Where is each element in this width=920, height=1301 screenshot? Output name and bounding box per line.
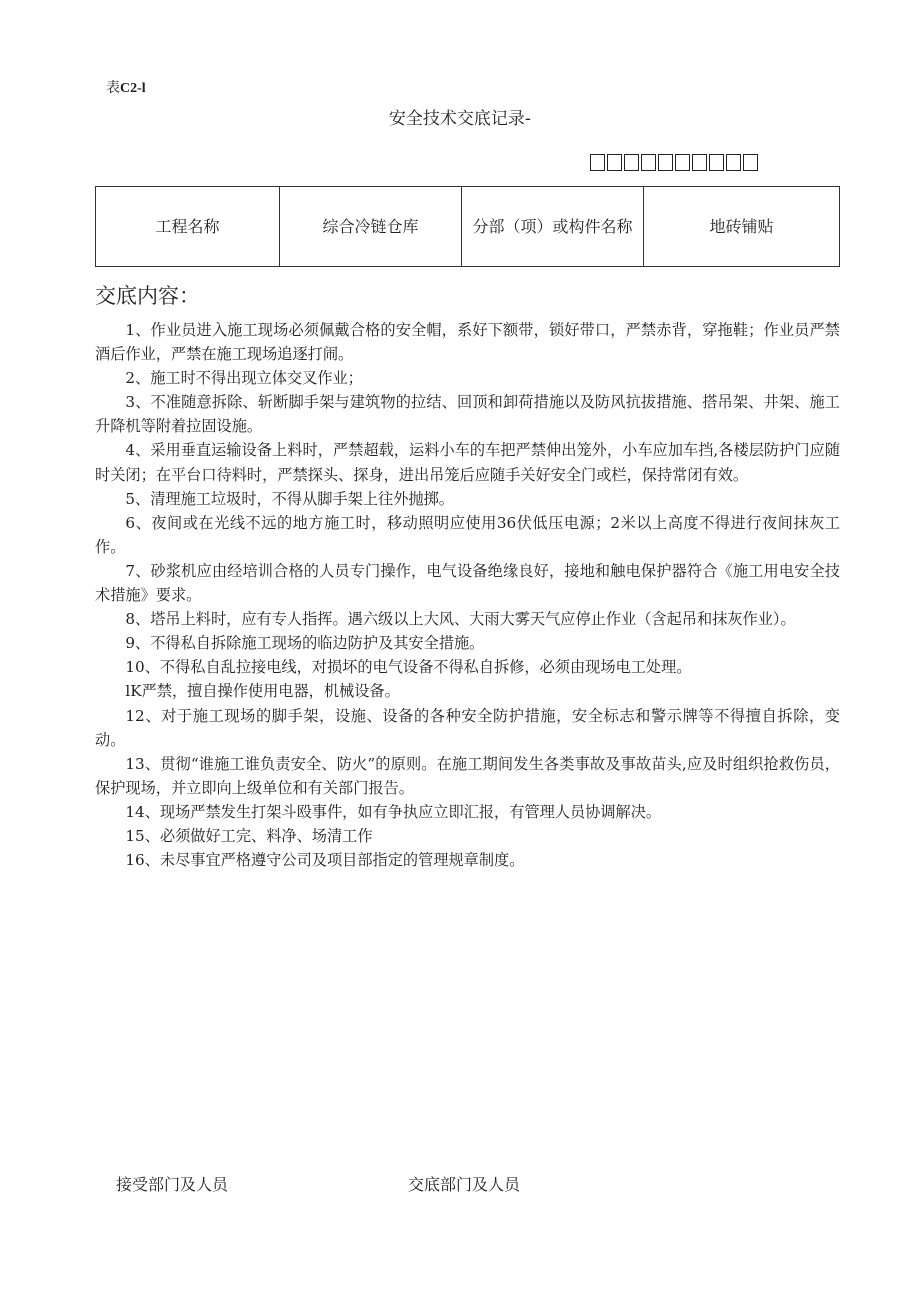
list-item: 10、不得私自乱拉接电线，对损坏的电气设备不得私自拆修，必须由现场电工处理。 xyxy=(125,658,692,677)
record-number-box xyxy=(692,154,707,171)
list-item: 3、不准随意拆除、斩断脚手架与建筑物的拉结、回顶和卸荷措施以及防风抗拔措施、搭吊架、井架、施工升降机等附着拉固设施。 xyxy=(95,393,840,436)
list-item: 9、不得私自拆除施工现场的临边防护及其安全措施。 xyxy=(125,634,485,653)
form-code-value: C2-l xyxy=(120,81,146,96)
list-item: 12、对于施工现场的脚手架，设施、设备的各种安全防护措施，安全标志和警示牌等不得擅自拆除，变动。 xyxy=(95,706,840,749)
list-item: 5、清理施工垃圾时，不得从脚手架上往外抛掷。 xyxy=(125,489,454,508)
list-item: 14、现场严禁发生打架斗殴事件，如有争执应立即汇报，有管理人员协调解决。 xyxy=(125,802,662,821)
table-row xyxy=(96,187,840,267)
record-number-box xyxy=(726,154,741,171)
disclosure-items-list xyxy=(95,318,840,872)
content-heading: 交底内容： xyxy=(95,284,200,308)
document-title: 安全技术交底记录- xyxy=(388,109,532,129)
record-number-box xyxy=(658,154,673,171)
subproject-value: 地砖铺贴 xyxy=(644,187,840,267)
list-item: 8、塔吊上料时，应有专人指挥。遇六级以上大风、大雨大雾天气应停止作业（含起吊和抹灰作业）。 xyxy=(125,610,796,629)
record-number-box xyxy=(743,154,758,171)
record-number-boxes xyxy=(590,154,758,171)
list-item: 7、砂浆机应由经培训合格的人员专门操作，电气设备绝缘良好，接地和触电保护器符合《施工用电安全技术措施》要求。 xyxy=(95,561,840,605)
subproject-label: 分部（项）或构件名称 xyxy=(462,187,644,267)
record-number-box xyxy=(590,154,605,171)
project-name-label: 工程名称 xyxy=(96,187,280,267)
list-item: 16、未尽事宜严格遵守公司及项目部指定的管理规章制度。 xyxy=(125,851,525,870)
receiver-signature-label: 接受部门及人员 xyxy=(116,1175,229,1194)
list-item: 1、作业员进入施工现场必须佩戴合格的安全帽，系好下额带，锁好带口，严禁赤背，穿拖鞋；作业员严禁酒后作业，严禁在施工现场追逐打闹。 xyxy=(95,321,840,364)
record-number-box xyxy=(709,154,724,171)
form-code xyxy=(106,77,146,97)
record-number-box xyxy=(641,154,656,171)
record-number-box xyxy=(624,154,639,171)
deliverer-signature-label: 交底部门及人员 xyxy=(408,1175,521,1194)
project-info-table xyxy=(95,186,840,267)
list-item: 15、必须做好工完、料净、场清工作 xyxy=(125,826,373,845)
list-item: 2、施工时不得出现立体交叉作业； xyxy=(125,369,363,388)
list-item: 4、采用垂直运输设备上料时，严禁超载，运料小车的车把严禁伸出笼外，小车应加车挡,各楼层防护门应随时关闭；在平台口待料时，严禁探头、探身，进出吊笼后应随手关好安全门或栏，保持常闭有效。 xyxy=(95,441,840,484)
list-item: lK严禁，擅自操作使用电器，机械设备。 xyxy=(125,682,400,701)
record-number-box xyxy=(607,154,622,171)
record-number-box xyxy=(675,154,690,171)
form-code-prefix: 表 xyxy=(106,80,120,96)
list-item: 13、贯彻“谁施工谁负责安全、防火”的原则。在施工期间发生各类事故及事故苗头,应及时组织抢救伤员，保护现场，并立即向上级单位和有关部门报告。 xyxy=(95,754,840,797)
project-name-value: 综合冷链仓库 xyxy=(280,187,462,267)
list-item: 6、夜间或在光线不远的地方施工时，移动照明应使用36伏低压电源；2米以上高度不得进行夜间抹灰工作。 xyxy=(95,513,840,556)
